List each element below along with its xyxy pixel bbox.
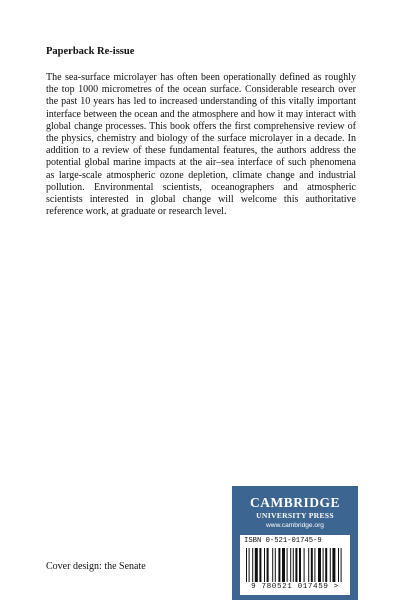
book-description: The sea-surface microlayer has often been operationally defined as roughly the top 1000 micrometres of the ocean surface. Considerable research over the past 10 years has led to increased understanding of this vitally important interface between the ocean and the atmosphere and how it may interact with global change processes. This book offers the first comprehensive review of the physics, chemistry and biology of the surface microlayer in a decade. In addition to a review of these fundamental features, the authors address the potential global marine impacts at the air–sea interface of such phenomena as large-scale atmospheric ozone depletion, climate change and industrial pollution. Environmental scientists, oceanographers and atmospheric scientists interested in global change will welcome this authoritative reference work, at graduate or research level. [46,72,356,218]
barcode-panel [240,535,350,595]
isbn-number: ISBN 0-521-01745-9 [244,537,322,545]
reissue-heading: Paperback Re-issue [46,46,135,57]
publisher-name: CAMBRIDGE [249,495,340,510]
barcode-image [246,548,344,582]
publisher-url: www.cambridge.org [266,522,324,529]
ean-digits: 9 780521 017459 > [251,583,339,591]
publisher-subtitle: UNIVERSITY PRESS [256,511,334,520]
publisher-box [232,486,358,600]
cover-design-credit: Cover design: the Senate [46,561,146,572]
